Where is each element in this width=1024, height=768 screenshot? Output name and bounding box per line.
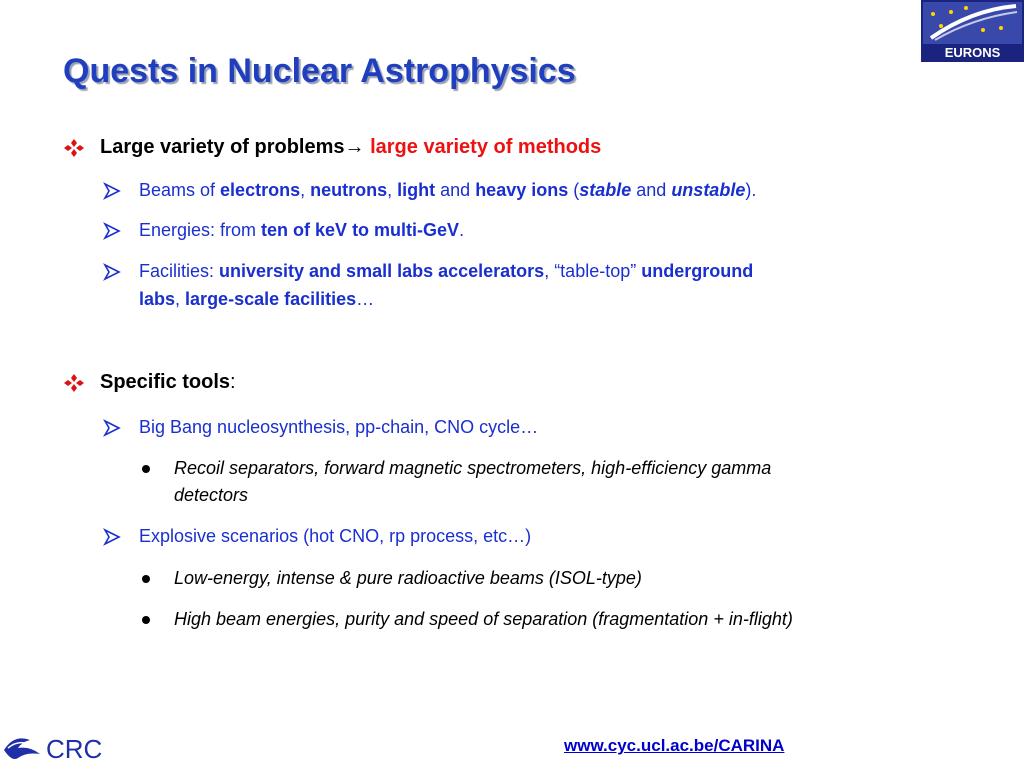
facilities-item-line2: labs, large-scale facilities… [139,289,375,309]
diamond-bullet-icon [63,138,85,158]
dot-bullet-icon [142,465,150,473]
dot-bullet-icon [142,616,150,624]
crc-logo [0,728,135,768]
high-beam-energies-item: High beam energies, purity and speed of separation (fragmentation + in-flight) [174,609,793,629]
recoil-separators-line2: detectors [174,485,249,505]
dot-bullet-icon [142,575,150,583]
right-arrow-icon: → [344,136,365,158]
eurons-logo-text: EURONS [944,45,1001,60]
facilities-item-line1: Facilities: university and small labs accelerators, “table-top” underground [139,261,754,281]
section2-heading: Specific tools: [100,371,236,393]
recoil-separators-line1: Recoil separators, forward magnetic spectrometers, high-efficiency gamma [174,458,772,478]
big-bang-item: Big Bang nucleosynthesis, pp-chain, CNO cycle… [139,417,539,437]
diamond-bullet-icon [63,373,85,393]
footer-url-link[interactable]: www.cyc.ucl.ac.be/CARINA [564,736,785,755]
arrowhead-bullet-icon [103,419,121,437]
slide-title: Quests in Nuclear Astrophysics [63,52,576,90]
arrowhead-bullet-icon [103,528,121,546]
arrowhead-bullet-icon [103,222,121,240]
low-energy-beams-item: Low-energy, intense & pure radioactive beams (ISOL-type) [174,568,642,588]
eurons-logo [921,0,1024,62]
energies-item: Energies: from ten of keV to multi-GeV. [139,220,465,240]
arrowhead-bullet-icon [103,263,121,281]
beams-item: Beams of electrons, neutrons, light and heavy ions (stable and unstable). [139,180,757,200]
explosive-scenarios-item: Explosive scenarios (hot CNO, rp process, etc…) [139,526,532,546]
section1-heading: Large variety of problems→ large variety of methods [100,136,602,158]
arrowhead-bullet-icon [103,182,121,200]
crc-logo-text: CRC [46,734,103,764]
